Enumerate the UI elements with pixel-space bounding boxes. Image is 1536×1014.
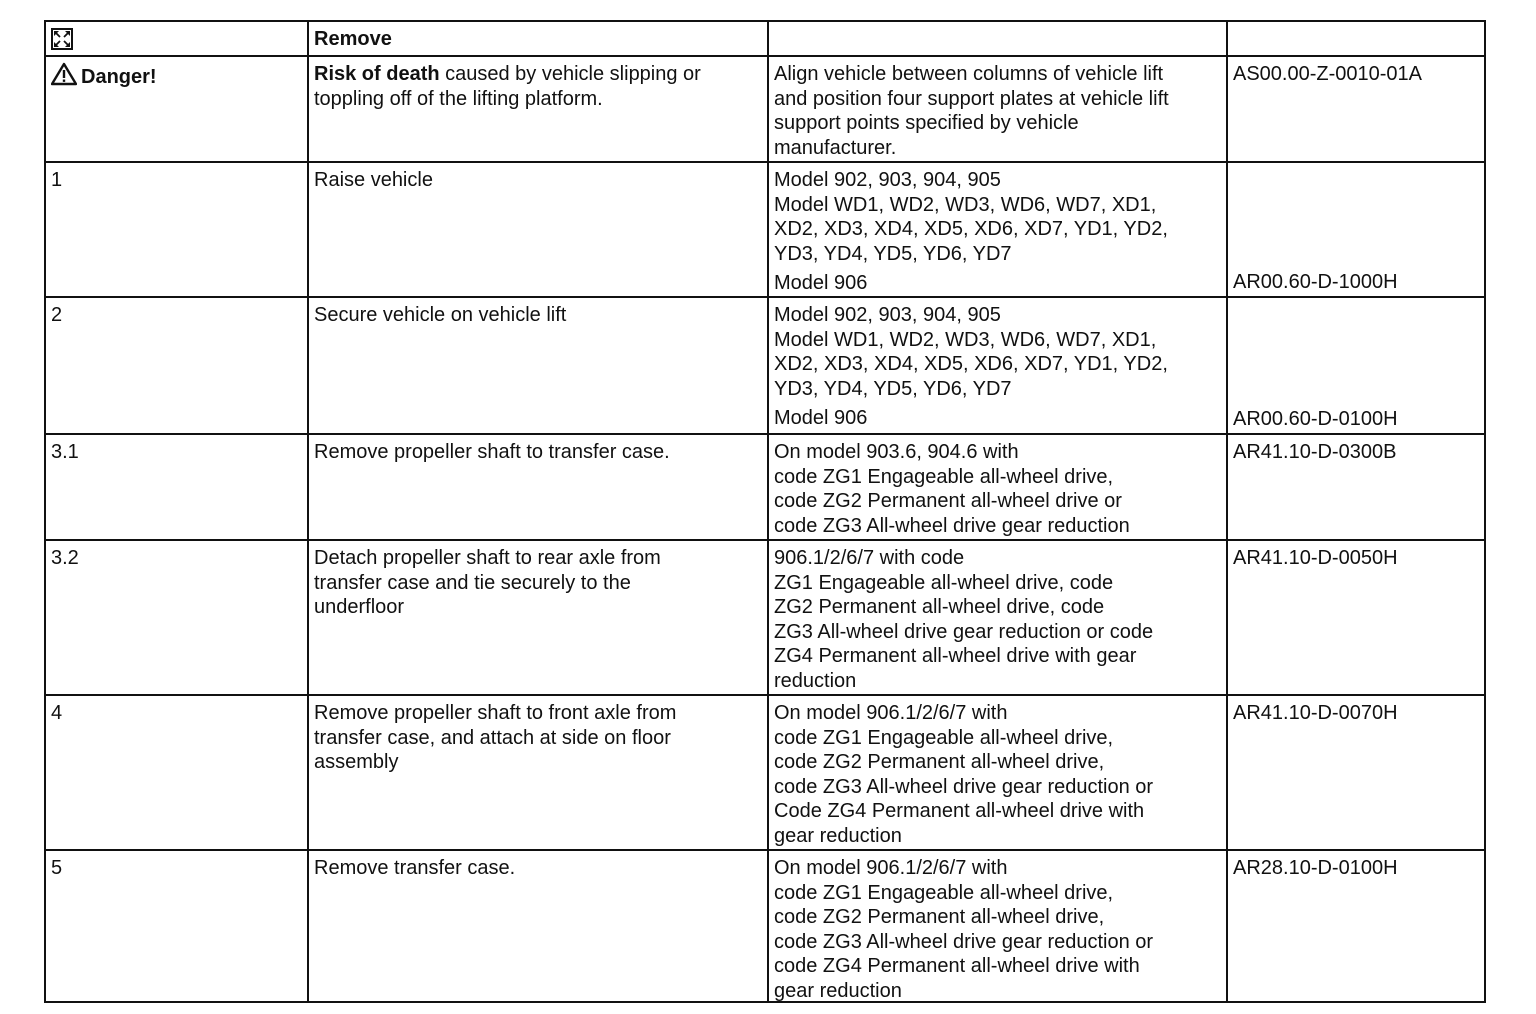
danger-risk-cell (307, 57, 767, 161)
action-line: transfer case and tie securely to the (314, 571, 631, 594)
condition-line: code ZG3 All-wheel drive gear reduction (774, 514, 1130, 537)
action-line: underfloor (314, 596, 405, 618)
step-condition (767, 298, 1226, 433)
step-ref (1226, 298, 1484, 433)
condition-line: code ZG1 Engageable all-wheel drive, (774, 465, 1114, 488)
danger-label-cell (46, 57, 307, 161)
condition-line: 906.1/2/6/7 with code (774, 547, 965, 569)
step-ref: AR28.10-D-0100H (1226, 851, 1484, 1001)
risk-text-line2: toppling off of the lifting platform. (314, 87, 603, 110)
step-number: 2 (51, 304, 63, 326)
condition-line: On model 903.6, 904.6 with (774, 441, 1019, 463)
condition-line: code ZG2 Permanent all-wheel drive or (774, 490, 1122, 512)
step-condition (767, 435, 1226, 539)
condition-line: Code ZG4 Permanent all-wheel drive with (774, 800, 1145, 822)
step-action (307, 851, 767, 1001)
header-icon-cell (46, 22, 307, 55)
header-condition-cell (767, 22, 1226, 55)
table-header-row (46, 22, 1484, 57)
condition-line: XD2, XD3, XD4, XD5, XD6, XD7, YD1, YD2, (774, 353, 1168, 375)
condition-line: ZG2 Permanent all-wheel drive, code (774, 596, 1105, 618)
action-line: assembly (314, 751, 399, 773)
instruction-line: manufacturer. (774, 136, 897, 159)
condition-line: On model 906.1/2/6/7 with (774, 857, 1008, 879)
table-row-step-3-1 (46, 435, 1484, 541)
condition-line: Model 906 (774, 272, 868, 294)
condition-line: code ZG1 Engageable all-wheel drive, (774, 726, 1114, 749)
condition-line: Model WD1, WD2, WD3, WD6, WD7, XD1, (774, 328, 1157, 351)
step-number: 3.1 (51, 441, 79, 463)
danger-ref-cell: AS00.00-Z-0010-01A (1226, 57, 1484, 161)
table-row-step-4 (46, 696, 1484, 851)
action-line: Remove transfer case. (314, 857, 516, 879)
header-action-cell: Remove (307, 22, 767, 55)
expand-arrows-icon (51, 28, 73, 50)
table-row-step-3-2 (46, 541, 1484, 696)
risk-text-rest: caused by vehicle slipping or (439, 63, 701, 85)
table-row-step-5 (46, 851, 1484, 1001)
step-ref: AR41.10-D-0300B (1226, 435, 1484, 539)
condition-line: ZG3 All-wheel drive gear reduction or code (774, 620, 1154, 643)
reference-code: AR00.60-D-0100H (1233, 407, 1398, 430)
step-ref: AR41.10-D-0070H (1226, 696, 1484, 849)
condition-line: On model 906.1/2/6/7 with (774, 702, 1008, 724)
reference-code: AR00.60-D-1000H (1233, 270, 1398, 293)
step-number: 5 (51, 857, 63, 879)
condition-line: code ZG3 All-wheel drive gear reduction or (774, 775, 1154, 798)
step-number: 3.2 (51, 547, 79, 569)
step-condition (767, 163, 1226, 296)
table-row-step-2 (46, 298, 1484, 435)
step-action (307, 298, 767, 433)
condition-line: code ZG1 Engageable all-wheel drive, (774, 881, 1114, 904)
condition-line: gear reduction (774, 824, 902, 847)
step-ref: AR41.10-D-0050H (1226, 541, 1484, 694)
instruction-line: Align vehicle between columns of vehicle lift (774, 63, 1164, 85)
step-number: 4 (51, 702, 63, 724)
condition-line: Model 906 (774, 407, 868, 429)
step-action (307, 163, 767, 296)
step-ref (1226, 163, 1484, 296)
condition-line: YD3, YD4, YD5, YD6, YD7 (774, 377, 1012, 400)
header-ref-cell (1226, 22, 1484, 55)
condition-line: YD3, YD4, YD5, YD6, YD7 (774, 242, 1012, 265)
warning-triangle-icon (51, 62, 77, 93)
instruction-line: support points specified by vehicle (774, 112, 1079, 134)
condition-line: Model 902, 903, 904, 905 (774, 304, 1001, 326)
condition-line: gear reduction (774, 979, 902, 1001)
condition-line: Model WD1, WD2, WD3, WD6, WD7, XD1, (774, 193, 1157, 216)
action-line: Secure vehicle on vehicle lift (314, 304, 567, 326)
action-line: Remove propeller shaft to front axle from (314, 702, 677, 724)
step-action (307, 435, 767, 539)
procedure-table (44, 20, 1486, 1003)
condition-line: code ZG4 Permanent all-wheel drive with (774, 955, 1140, 977)
instruction-line: and position four support plates at vehicle lift (774, 87, 1169, 110)
condition-line: code ZG2 Permanent all-wheel drive, (774, 906, 1105, 928)
condition-line: ZG1 Engageable all-wheel drive, code (774, 571, 1114, 594)
action-line: transfer case, and attach at side on floor (314, 726, 671, 749)
action-line: Raise vehicle (314, 169, 433, 191)
table-row-step-1 (46, 163, 1484, 298)
step-action (307, 541, 767, 694)
danger-row (46, 57, 1484, 163)
action-line: Remove propeller shaft to transfer case. (314, 441, 670, 463)
step-condition (767, 696, 1226, 849)
danger-label: Danger! (81, 66, 157, 88)
condition-line: code ZG2 Permanent all-wheel drive, (774, 751, 1105, 773)
step-condition (767, 541, 1226, 694)
step-action (307, 696, 767, 849)
condition-line: reduction (774, 669, 857, 692)
condition-line: code ZG3 All-wheel drive gear reduction or (774, 930, 1154, 953)
step-number: 1 (51, 169, 63, 191)
risk-bold-text: Risk of death (314, 63, 440, 85)
condition-line: XD2, XD3, XD4, XD5, XD6, XD7, YD1, YD2, (774, 218, 1168, 240)
condition-line: Model 902, 903, 904, 905 (774, 169, 1001, 191)
condition-line: ZG4 Permanent all-wheel drive with gear (774, 645, 1137, 667)
action-line: Detach propeller shaft to rear axle from (314, 547, 661, 569)
step-condition (767, 851, 1226, 1001)
danger-instruction-cell (767, 57, 1226, 161)
